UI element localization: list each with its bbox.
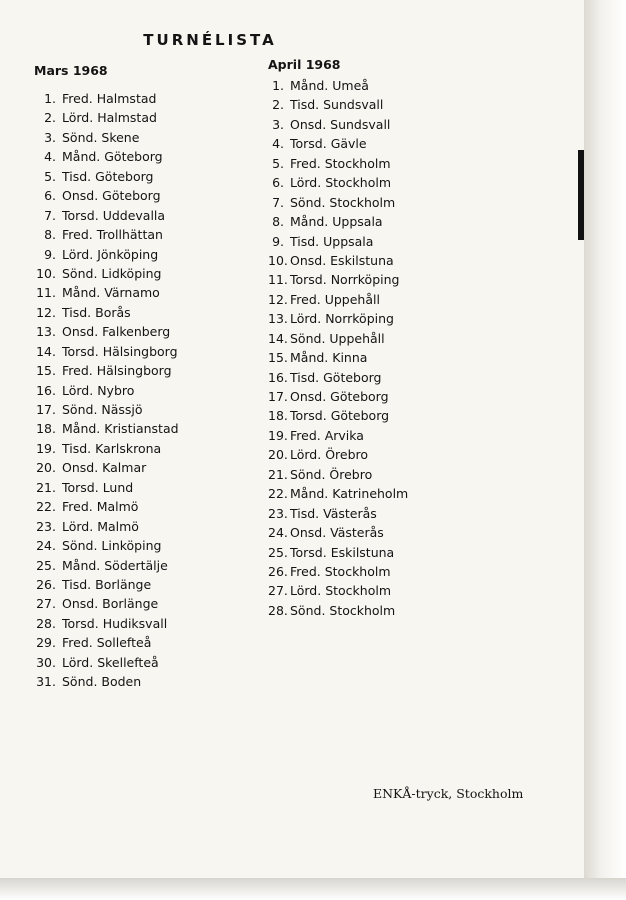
entry-number: 21. <box>36 479 56 495</box>
entry-number: 14. <box>268 330 288 346</box>
entry-number: 20. <box>36 460 56 476</box>
entry-text: Fred. Halmstad <box>62 91 157 106</box>
mars-entry <box>34 556 179 575</box>
mars-entry <box>34 439 179 458</box>
april-heading: April 1968 <box>268 57 341 72</box>
entry-number: 22. <box>268 486 288 502</box>
april-entry <box>268 212 408 231</box>
entry-text: Torsd. Hälsingborg <box>62 343 178 359</box>
entry-number: 28. <box>36 615 56 631</box>
entry-number: 20. <box>268 447 288 463</box>
entry-number: 9. <box>272 233 284 249</box>
entry-number: 26. <box>268 563 288 579</box>
entry-number: 23. <box>36 518 56 534</box>
entry-text: Torsd. Lund <box>62 479 134 495</box>
entry-text: Tisd. Borås <box>62 304 131 320</box>
april-entry <box>268 329 408 348</box>
mars-entry <box>34 497 179 516</box>
entry-text: Månd. Kristianstad <box>62 421 179 437</box>
entry-number: 7. <box>44 207 56 223</box>
mars-entry <box>34 458 179 477</box>
entry-text: Tisd. Sundsvall <box>290 97 384 113</box>
entry-text: Fred. Sollefteå <box>62 635 152 651</box>
entry-number: 28. <box>268 602 288 618</box>
april-entry <box>268 193 408 212</box>
entry-text: Lörd. Örebro <box>290 447 369 463</box>
entry-text: Tisd. Göteborg <box>62 168 154 184</box>
entry-text: Månd. Södertälje <box>62 557 168 573</box>
entry-text: Sönd. Lidköping <box>62 265 162 281</box>
entry-number: 27. <box>36 596 56 612</box>
april-schedule <box>268 58 408 620</box>
entry-number: 14. <box>36 343 56 359</box>
april-entry <box>268 251 408 270</box>
april-entry <box>268 154 408 173</box>
entry-text: Månd. Umeå <box>290 78 369 93</box>
entry-number: 24. <box>268 525 288 541</box>
entry-number: 1. <box>272 78 284 93</box>
mars-entry <box>34 245 179 264</box>
april-entry <box>268 115 408 134</box>
april-entry <box>268 601 408 620</box>
mars-heading: Mars 1968 <box>34 63 108 78</box>
entry-text: Fred. Arvika <box>290 427 364 443</box>
mars-entry <box>34 342 179 361</box>
mars-entry <box>34 322 179 341</box>
entry-text: Sönd. Stockholm <box>290 194 396 210</box>
entry-text: Fred. Uppehåll <box>290 291 380 307</box>
mars-entry <box>34 283 179 302</box>
entry-text: Tisd. Västerås <box>290 505 377 521</box>
entry-number: 21. <box>268 466 288 482</box>
entry-text: Fred. Hälsingborg <box>62 363 172 379</box>
mars-entry <box>34 264 179 283</box>
april-entry <box>268 95 408 114</box>
entry-number: 3. <box>44 129 56 145</box>
entry-text: Sönd. Boden <box>62 674 142 690</box>
printer-credit: ENKÅ-tryck, Stockholm <box>373 786 524 801</box>
entry-number: 26. <box>36 576 56 592</box>
april-entry <box>268 387 408 406</box>
entry-text: Onsd. Falkenberg <box>62 324 171 340</box>
april-entry <box>268 484 408 503</box>
april-entry <box>268 445 408 464</box>
entry-number: 19. <box>36 440 56 456</box>
entry-text: Fred. Trollhättan <box>62 227 163 243</box>
entry-text: Lörd. Stockholm <box>290 175 392 191</box>
entry-text: Lörd. Stockholm <box>290 583 392 599</box>
entry-text: Onsd. Västerås <box>290 525 384 541</box>
entry-text: Lörd. Norrköping <box>290 311 394 327</box>
mars-entry <box>34 206 179 225</box>
mars-entry <box>34 147 179 166</box>
mars-entry <box>34 381 179 400</box>
entry-number: 5. <box>272 155 284 171</box>
entry-number: 16. <box>268 369 288 385</box>
entry-number: 11. <box>268 272 288 288</box>
april-entry <box>268 406 408 425</box>
april-entry <box>268 562 408 581</box>
entry-text: Lörd. Nybro <box>62 382 135 398</box>
entry-text: Sönd. Stockholm <box>290 602 396 618</box>
entry-text: Torsd. Uddevalla <box>62 207 166 223</box>
page-shadow <box>584 0 626 900</box>
april-entry <box>268 504 408 523</box>
entry-number: 6. <box>272 175 284 191</box>
entry-number: 24. <box>36 538 56 554</box>
mars-entry <box>34 303 179 322</box>
entry-text: Sönd. Nässjö <box>62 402 143 417</box>
entry-number: 13. <box>36 324 56 340</box>
entry-number: 4. <box>44 149 56 165</box>
entry-text: Onsd. Sundsvall <box>290 116 391 132</box>
april-entry <box>268 581 408 600</box>
entry-text: Sönd. Linköping <box>62 538 162 554</box>
april-entry <box>268 232 408 251</box>
entry-text: Månd. Katrineholm <box>290 486 409 502</box>
entry-number: 15. <box>36 363 56 379</box>
entry-text: Onsd. Eskilstuna <box>290 252 394 268</box>
entry-number: 2. <box>272 97 284 113</box>
april-entry <box>268 290 408 309</box>
mars-entry <box>34 536 179 555</box>
mars-entry <box>34 478 179 497</box>
entry-number: 7. <box>272 194 284 210</box>
entry-text: Onsd. Kalmar <box>62 460 147 476</box>
entry-text: Månd. Göteborg <box>62 149 163 165</box>
page-bottom-edge <box>0 878 626 900</box>
mars-entry <box>34 128 179 147</box>
entry-number: 25. <box>268 544 288 560</box>
entry-text: Lörd. Jönköping <box>62 246 159 262</box>
entry-text: Sönd. Uppehåll <box>290 330 385 346</box>
entry-text: Fred. Stockholm <box>290 155 391 171</box>
mars-entry <box>34 517 179 536</box>
entry-text: Sönd. Skene <box>62 129 140 145</box>
april-entry <box>268 270 408 289</box>
april-entry <box>268 465 408 484</box>
entry-number: 12. <box>268 291 288 307</box>
entry-number: 1. <box>44 91 56 106</box>
mars-entry-list <box>34 89 179 692</box>
page-title: TURNÉLISTA <box>143 31 277 49</box>
entry-text: Torsd. Eskilstuna <box>290 544 395 560</box>
entry-text: Onsd. Göteborg <box>62 188 161 204</box>
mars-entry <box>34 653 179 672</box>
entry-number: 11. <box>36 285 56 301</box>
entry-number: 23. <box>268 505 288 521</box>
entry-number: 10. <box>268 252 288 268</box>
entry-number: 17. <box>268 389 288 404</box>
entry-number: 16. <box>36 382 56 398</box>
entry-number: 19. <box>268 427 288 443</box>
april-entry <box>268 348 408 367</box>
entry-text: Månd. Kinna <box>290 350 368 366</box>
entry-number: 8. <box>44 227 56 243</box>
april-entry <box>268 543 408 562</box>
entry-text: Månd. Uppsala <box>290 214 383 230</box>
entry-text: Tisd. Göteborg <box>290 369 382 385</box>
entry-number: 8. <box>272 214 284 230</box>
entry-number: 10. <box>36 265 56 281</box>
entry-text: Onsd. Göteborg <box>290 389 389 404</box>
mars-entry <box>34 672 179 691</box>
entry-number: 15. <box>268 350 288 366</box>
mars-schedule <box>34 64 179 692</box>
entry-number: 27. <box>268 583 288 599</box>
entry-number: 9. <box>44 246 56 262</box>
entry-text: Månd. Värnamo <box>62 285 160 301</box>
entry-number: 5. <box>44 168 56 184</box>
mars-entry <box>34 575 179 594</box>
entry-number: 2. <box>44 110 56 126</box>
entry-number: 25. <box>36 557 56 573</box>
mars-entry <box>34 594 179 613</box>
entry-text: Lörd. Skellefteå <box>62 654 159 670</box>
entry-text: Lörd. Malmö <box>62 518 139 534</box>
april-entry <box>268 368 408 387</box>
entry-text: Fred. Stockholm <box>290 563 391 579</box>
entry-number: 4. <box>272 136 284 152</box>
entry-text: Onsd. Borlänge <box>62 596 159 612</box>
april-entry <box>268 426 408 445</box>
mars-entry <box>34 186 179 205</box>
entry-number: 31. <box>36 674 56 690</box>
entry-number: 30. <box>36 654 56 670</box>
mars-entry <box>34 419 179 438</box>
mars-entry <box>34 225 179 244</box>
mars-entry <box>34 108 179 127</box>
entry-text: Tisd. Karlskrona <box>62 440 162 456</box>
entry-text: Tisd. Uppsala <box>290 233 374 249</box>
april-entry <box>268 173 408 192</box>
entry-number: 6. <box>44 188 56 204</box>
entry-number: 29. <box>36 635 56 651</box>
entry-text: Torsd. Hudiksvall <box>62 615 168 631</box>
april-entry-list <box>268 76 408 620</box>
entry-number: 17. <box>36 402 56 417</box>
entry-text: Torsd. Gävle <box>290 136 367 152</box>
entry-number: 13. <box>268 311 288 327</box>
mars-entry <box>34 400 179 419</box>
entry-text: Fred. Malmö <box>62 499 139 515</box>
april-entry <box>268 309 408 328</box>
entry-text: Lörd. Halmstad <box>62 110 157 126</box>
mars-entry <box>34 633 179 652</box>
mars-entry <box>34 614 179 633</box>
entry-number: 3. <box>272 116 284 132</box>
entry-number: 22. <box>36 499 56 515</box>
entry-text: Tisd. Borlänge <box>62 576 152 592</box>
entry-text: Sönd. Örebro <box>290 466 373 482</box>
april-entry <box>268 134 408 153</box>
mars-entry <box>34 167 179 186</box>
april-entry <box>268 523 408 542</box>
april-entry <box>268 76 408 95</box>
entry-number: 12. <box>36 304 56 320</box>
entry-number: 18. <box>268 408 288 424</box>
mars-entry <box>34 89 179 108</box>
mars-entry <box>34 361 179 380</box>
entry-text: Torsd. Norrköping <box>290 272 400 288</box>
entry-number: 18. <box>36 421 56 437</box>
entry-text: Torsd. Göteborg <box>290 408 390 424</box>
